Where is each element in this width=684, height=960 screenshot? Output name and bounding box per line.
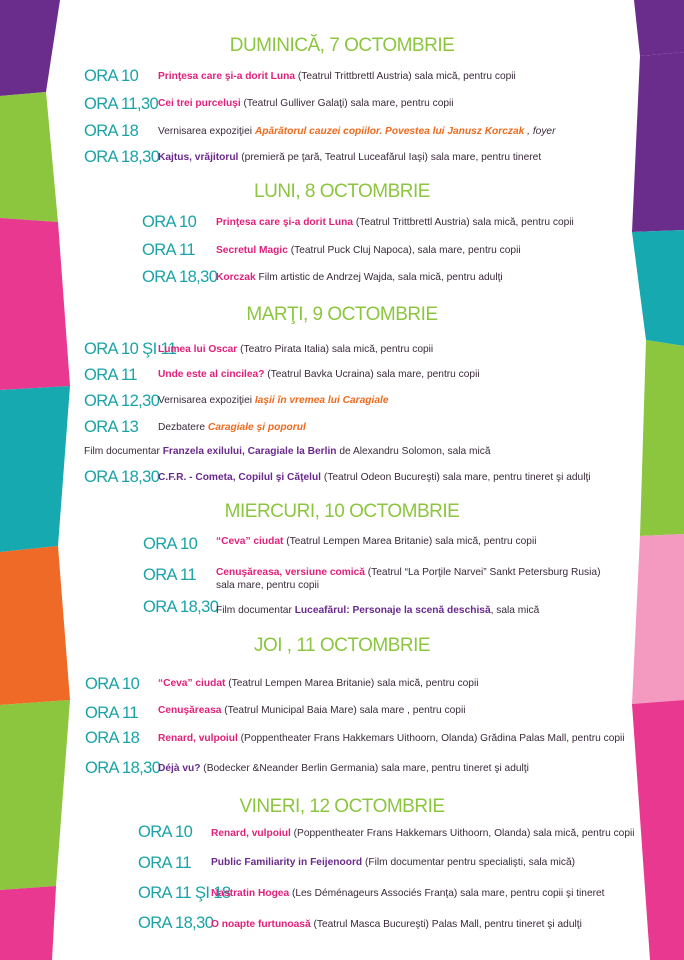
- event-description: [158, 125, 555, 138]
- event-detail: (Teatro Pirata Italia) sala mică, pentru copii: [237, 344, 434, 355]
- event-time: ORA 10: [84, 67, 139, 85]
- event-detail: (Bodecker &Neander Berlin Germania) sala mare, pentru tineret şi adulţi: [200, 763, 529, 774]
- event-description: [211, 887, 605, 900]
- event-time: ORA 18,30: [84, 148, 160, 166]
- event-title: Déjà vu?: [158, 763, 201, 774]
- event-description: [158, 368, 480, 381]
- event-time: ORA 10 ŞI 11: [84, 340, 177, 358]
- event-detail: (Teatrul Trittbrettl Austria) sala mică, pentru copii: [295, 71, 516, 82]
- event-detail: (Poppentheater Frans Hakkemars Uithoorn, Olanda) Grădina Palas Mall, pentru copii: [237, 733, 625, 744]
- event-description: [211, 856, 575, 869]
- event-prefix: Vernisarea expoziţiei: [158, 395, 255, 406]
- event-detail: (Teatrul Lempen Marea Britanie) sala mică, pentru copii: [283, 536, 537, 547]
- event-title: Caragiale şi poporul: [207, 422, 306, 433]
- event-detail: (Film documentar pentru specialişti, sala mică): [362, 857, 576, 868]
- event-description: [216, 216, 574, 229]
- event-title: Lumea lui Oscar: [158, 344, 238, 355]
- event-time: ORA 12,30: [84, 392, 160, 410]
- day-heading-tuesday: MARŢI, 9 OCTOMBRIE: [246, 304, 438, 325]
- event-prefix: Dezbatere: [158, 422, 208, 433]
- event-time: ORA 18,30: [138, 914, 214, 932]
- day-heading-sunday: DUMINICĂ, 7 OCTOMBRIE: [229, 35, 455, 56]
- event-title: Prinţesa care şi-a dorit Luna: [216, 217, 354, 228]
- event-description: [216, 244, 521, 257]
- event-time: ORA 11: [143, 566, 196, 584]
- event-detail: (Teatrul Puck Cluj Napoca), sala mare, pentru copii: [287, 245, 521, 256]
- event-time: ORA 18,30: [143, 598, 219, 616]
- event-prefix: Film documentar: [84, 446, 163, 457]
- day-heading-thursday: JOI , 11 OCTOMBRIE: [253, 635, 431, 656]
- event-time: ORA 10: [142, 213, 197, 231]
- event-prefix: Film documentar: [216, 605, 295, 616]
- event-time: ORA 11: [85, 704, 138, 722]
- event-title: Public Familiarity in Feijenoord: [211, 857, 363, 868]
- event-detail: , foyer: [524, 126, 556, 137]
- event-description: [158, 677, 478, 690]
- event-description: [216, 271, 503, 284]
- event-prefix: Vernisarea expoziţiei: [158, 126, 255, 137]
- event-detail: (Poppentheater Frans Hakkemars Uithoorn, Olanda) sala mică, pentru copii: [290, 828, 635, 839]
- event-description: [216, 535, 536, 548]
- event-description: [158, 471, 591, 484]
- event-description: [211, 827, 635, 840]
- event-detail: (Teatrul Odeon Bucureşti) sala mare, pentru tineret şi adulţi: [321, 472, 591, 483]
- event-title: Kajtus, vrăjitorul: [158, 152, 239, 163]
- event-time: ORA 10: [143, 535, 198, 553]
- event-title: Prinţesa care şi-a dorit Luna: [158, 71, 296, 82]
- event-detail: (Teatrul Trittbrettl Austria) sala mică, pentru copii: [353, 217, 574, 228]
- event-detail: , sala mică: [490, 605, 540, 616]
- event-title: Apărătorul cauzei copiilor. Povestea lui Janusz Korczak: [254, 126, 525, 137]
- event-detail: (premieră pe ţară, Teatrul Luceafărul Iaşi) sala mare, pentru tineret: [238, 152, 542, 163]
- event-time: ORA 11: [142, 241, 195, 259]
- event-detail: Film artistic de Andrzej Wajda, sala mică, pentru adulţi: [255, 272, 503, 283]
- event-title: Renard, vulpoiul: [158, 733, 238, 744]
- event-detail: (Teatrul “La Porţile Narvei” Sankt Petersburg Rusia): [364, 567, 601, 578]
- event-time: ORA 18,30: [142, 268, 218, 286]
- day-heading-friday: VINERI, 12 OCTOMBRIE: [239, 796, 445, 817]
- event-description: [84, 445, 491, 458]
- event-description: [216, 604, 539, 617]
- event-title: Nastratin Hogea: [211, 888, 290, 899]
- event-time: ORA 10: [138, 823, 193, 841]
- event-title: Secretul Magic: [216, 245, 288, 256]
- event-description: [158, 343, 433, 356]
- event-time: ORA 18,30: [84, 468, 160, 486]
- event-title: Cenuşăreasa, versiune comică: [216, 567, 365, 578]
- event-time: ORA 13: [84, 418, 139, 436]
- event-title: Iaşii în vremea lui Caragiale: [254, 395, 389, 406]
- event-detail: (Teatrul Municipal Baia Mare) sala mare , pentru copii: [221, 705, 466, 716]
- event-description: [158, 762, 529, 775]
- event-title: “Ceva” ciudat: [216, 536, 284, 547]
- event-title: Franzela exilului, Caragiale la Berlin: [162, 446, 337, 457]
- event-detail: (Teatrul Bavka Ucraina) sala mare, pentru copii: [264, 369, 480, 380]
- event-description: [158, 732, 625, 745]
- event-title: C.F.R. - Cometa, Copilul şi Căţelul: [158, 472, 322, 483]
- event-time: ORA 18: [84, 122, 139, 140]
- event-title: O noapte furtunoasă: [211, 919, 311, 930]
- event-description: [158, 151, 541, 164]
- event-title: Korczak: [216, 272, 256, 283]
- event-title: “Ceva” ciudat: [158, 678, 226, 689]
- day-heading-monday: LUNI, 8 OCTOMBRIE: [254, 181, 430, 202]
- event-title: Unde este al cincilea?: [158, 369, 265, 380]
- event-detail: (Les Déménageurs Associés Franţa) sala mare, pentru copii şi tineret: [289, 888, 605, 899]
- event-title: Renard, vulpoiul: [211, 828, 291, 839]
- event-detail: de Alexandru Solomon, sala mică: [336, 446, 491, 457]
- event-detail-line2: sala mare, pentru copii: [216, 580, 320, 591]
- event-detail: (Teatrul Lempen Marea Britanie) sala mică, pentru copii: [225, 678, 479, 689]
- event-description: [211, 918, 582, 931]
- event-time: ORA 11: [138, 854, 191, 872]
- day-heading-wednesday: MIERCURI, 10 OCTOMBRIE: [224, 501, 460, 522]
- event-description: [158, 97, 454, 110]
- event-description: [216, 566, 600, 579]
- event-description: [158, 70, 516, 83]
- event-description: [158, 421, 306, 434]
- event-description: [158, 704, 465, 717]
- event-time: ORA 18: [85, 729, 140, 747]
- event-time: ORA 11: [84, 366, 137, 384]
- event-time: ORA 11 ŞI 18: [138, 884, 231, 902]
- event-title: Cei trei purceluşi: [158, 98, 241, 109]
- event-title: Luceafărul: Personaje la scenă deschisă: [294, 605, 491, 616]
- event-time: ORA 18,30: [85, 759, 161, 777]
- event-time: ORA 11,30: [84, 95, 159, 113]
- event-title: Cenuşăreasa: [158, 705, 222, 716]
- event-description: [158, 394, 388, 407]
- event-detail: (Teatrul Masca Bucureşti) Palas Mall, pentru tineret şi adulţi: [310, 919, 582, 930]
- event-detail: (Teatrul Gulliver Galaţi) sala mare, pentru copii: [240, 98, 454, 109]
- event-time: ORA 10: [85, 675, 140, 693]
